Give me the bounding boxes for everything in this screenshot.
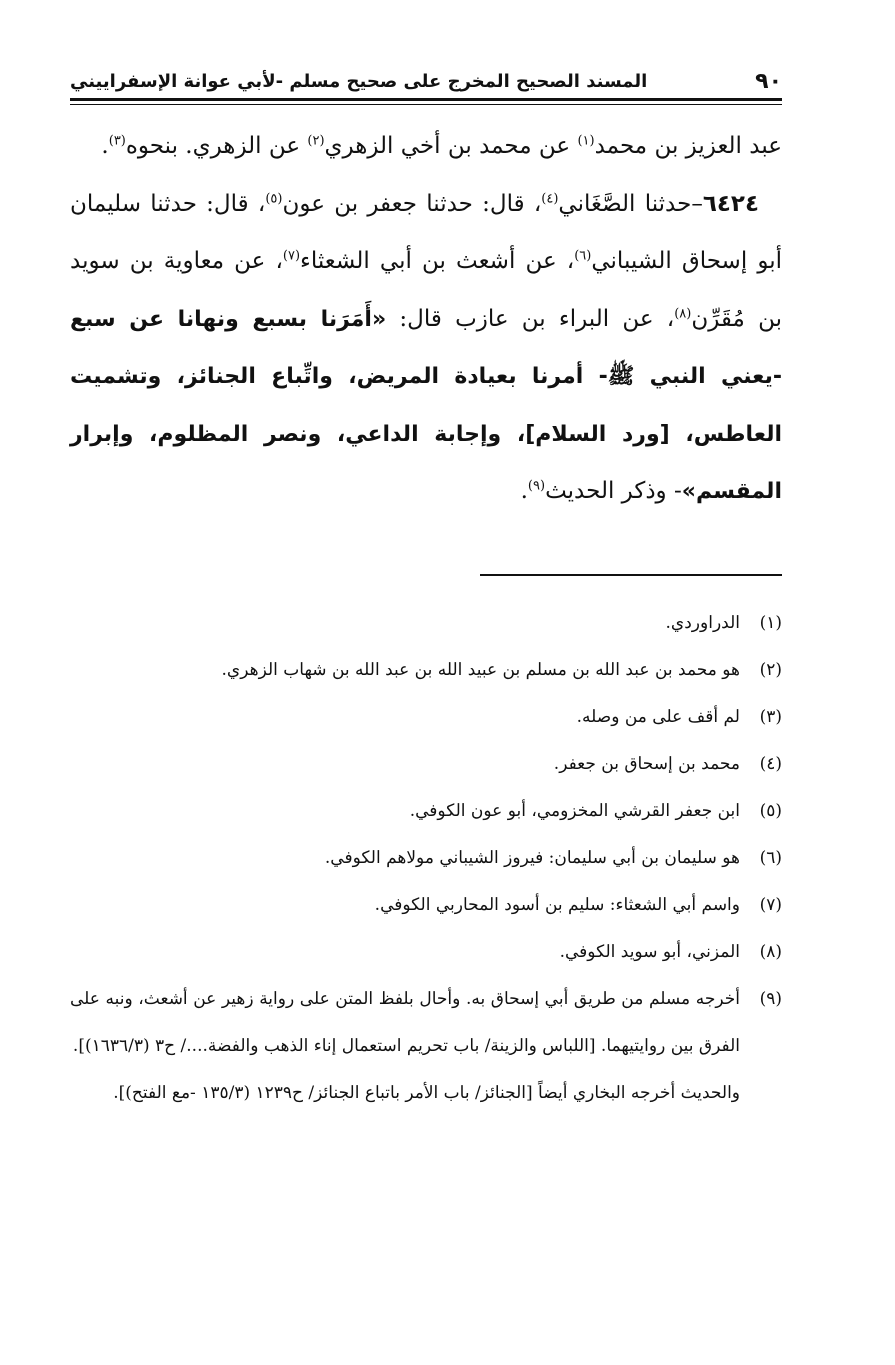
footnote-item <box>70 788 782 835</box>
footnote-mark: (٦) <box>759 848 782 868</box>
running-title: المسند الصحيح المخرج على صحيح مسلم -لأبي عوانة الإسفراييني <box>70 70 648 92</box>
footnote-ref: (١) <box>577 133 595 149</box>
footnote-continuation: والحديث أخرجه البخاري أيضاً [الجنائز/ باب الأمر باتباع الجنائز/ ح١٢٣٩ (١٣٥/٣ -مع الفتح)]. <box>113 1083 740 1103</box>
header-rule-thin <box>70 104 782 105</box>
footnote-mark: (٢) <box>759 660 782 680</box>
footnote-item <box>70 882 782 929</box>
text-segment: . <box>520 478 528 504</box>
footnote-ref: (٤) <box>541 190 559 206</box>
footnote-mark: (١) <box>759 613 782 633</box>
footnote-mark: (٣) <box>759 707 782 727</box>
page-number: ٩٠ <box>755 68 782 94</box>
footnote-text: أخرجه مسلم من طريق أبي إسحاق به. وأحال بلفظ المتن على رواية زهير عن أشعث، ونبه على الفرق بين روايتيهما. [اللباس والزينة/ باب تحريم استعمال إناء الذهب والفضة..../ ح٣ (١٦٣٦/٣)]. <box>70 989 740 1056</box>
text-segment: ، عن أشعث بن أبي الشعثاء <box>300 248 575 274</box>
paragraph-continuation <box>70 118 782 176</box>
text-segment: ، قال: حدثنا سليمان أبو إسحاق الشيباني <box>70 190 782 274</box>
footnote-ref: (٧) <box>282 248 301 264</box>
footnote-text: ابن جعفر القرشي المخزومي، أبو عون الكوفي. <box>409 801 740 821</box>
footnote-item <box>70 600 782 647</box>
hadith-paragraph <box>70 176 782 521</box>
footnote-separator <box>480 574 782 576</box>
footnote-ref: (٨) <box>674 305 692 321</box>
footnote-ref: (٩) <box>527 478 546 494</box>
footnote-mark: (٤) <box>759 754 782 774</box>
footnote-mark: (٧) <box>759 895 782 915</box>
text-segment: . <box>101 133 109 159</box>
footnote-item <box>70 741 782 788</box>
footnote-item <box>70 835 782 882</box>
footnote-text: واسم أبي الشعثاء: سليم بن أسود المحاربي الكوفي. <box>374 895 740 915</box>
text-segment: عن محمد بن أخي الزهري <box>324 133 578 159</box>
footnote-text: هو سليمان بن أبي سليمان: فيروز الشيباني مولاهم الكوفي. <box>324 848 740 868</box>
footnote-text: الدراوردي. <box>665 613 740 633</box>
text-segment: ، عن معاوية بن سويد بن مُقَرِّن <box>70 248 782 332</box>
text-segment: عبد العزيز بن محمد <box>594 133 782 159</box>
footnote-text: المزني، أبو سويد الكوفي. <box>559 942 740 962</box>
main-text <box>70 118 782 521</box>
footnote-text: محمد بن إسحاق بن جعفر. <box>553 754 740 774</box>
hadith-number: ٦٤٢٤ <box>702 190 759 217</box>
footnote-ref: (٢) <box>307 133 325 149</box>
footnote-ref: (٣) <box>108 133 126 149</box>
footnote-mark: (٨) <box>759 942 782 962</box>
footnote-mark: (٩) <box>759 989 782 1009</box>
text-segment: عن الزهري. بنحوه <box>125 133 308 159</box>
footnote-text: هو محمد بن عبد الله بن مسلم بن عبيد الله بن عبد الله بن شهاب الزهري. <box>221 660 740 680</box>
footnote-ref: (٥) <box>265 190 283 206</box>
footnote-text: لم أقف على من وصله. <box>576 707 740 727</box>
footnote-item <box>70 976 782 1070</box>
footnote-mark: (٥) <box>759 801 782 821</box>
text-segment: - وذكر الحديث <box>545 478 682 504</box>
footnote-ref: (٦) <box>574 248 592 264</box>
page-header <box>70 66 782 96</box>
footnote-item <box>70 694 782 741</box>
text-segment: ، قال: حدثنا جعفر بن عون <box>282 190 542 217</box>
footnotes <box>70 600 782 1117</box>
footnote-item <box>70 929 782 976</box>
text-segment: –حدثنا الصَّغَاني <box>558 190 703 217</box>
hadith-text: «أَمَرَنا بسبع ونهانا عن سبع -يعني النبي ﷺ- أمرنا بعيادة المريض، واتِّباع الجنائز، وتشميت العاطس، [ورد السلام]، وإجابة الداعي، ونصر المظلوم، وإبرار المقسم» <box>70 306 782 504</box>
header-rule-thick <box>70 98 782 101</box>
footnote-item <box>70 647 782 694</box>
text-segment: ، عن البراء بن عازب قال: <box>386 305 675 332</box>
